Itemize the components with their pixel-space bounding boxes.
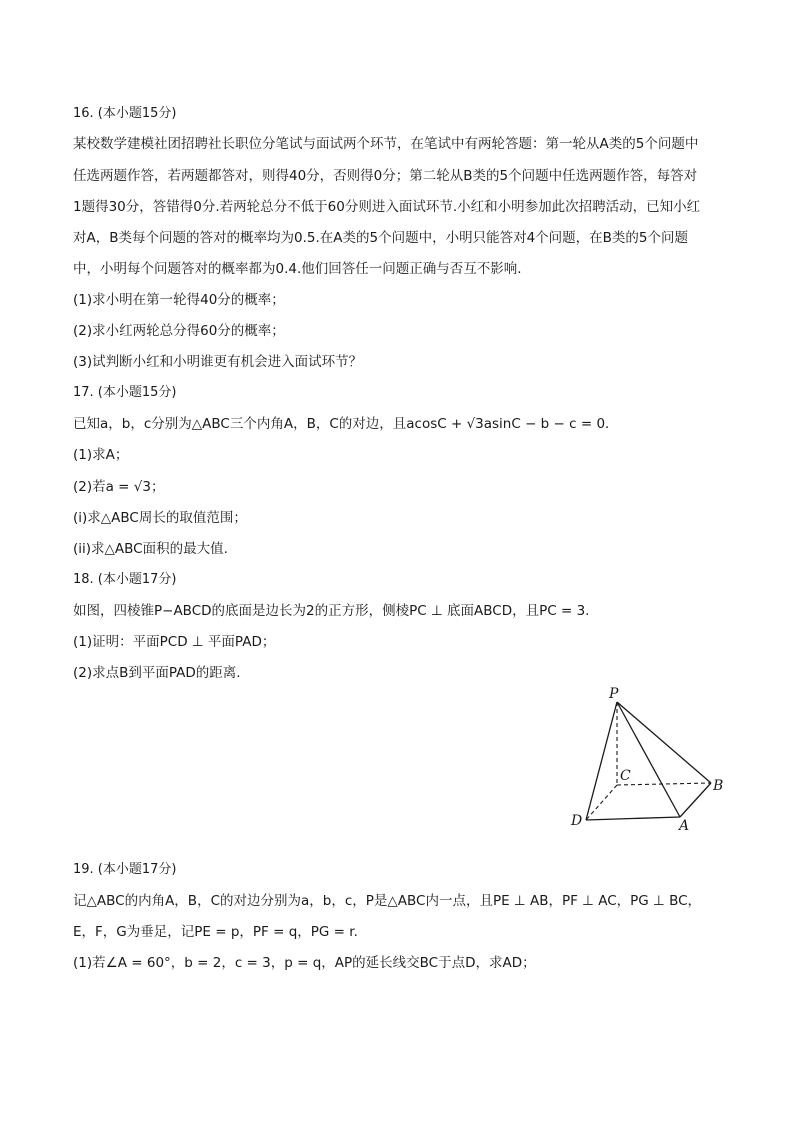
problem-17-header: 17. (本小题15分): [73, 385, 177, 400]
problem-19-text-line-2: E，F，G为垂足，记PE = p，PF = q，PG = r.: [73, 924, 358, 940]
problem-16-header: 16. (本小题15分): [73, 106, 177, 121]
problem-17-question-2: (2)若a = √3；: [73, 479, 165, 495]
problem-18-question-2: (2)求点B到平面PAD的距离.: [73, 665, 241, 681]
vertex-label-A: A: [679, 818, 690, 834]
problem-17-question-1: (1)求A；: [73, 447, 129, 463]
problem-16-text-line-4: 对A，B类每个问题的答对的概率均为0.5.在A类的5个问题中，小明只能答对4个问题，在B类的5个问题: [73, 230, 689, 246]
problem-18-given: 如图，四棱锥P−ABCD的底面是边长为2的正方形，侧棱PC ⊥ 底面ABCD，且PC = 3.: [73, 603, 590, 619]
problem-16-text-line-3: 1题得30分，答错得0分.若两轮总分不低于60分则进入面试环节.小红和小明参加此次招聘活动，已知小红: [73, 199, 701, 215]
problem-18-header: 18. (本小题17分): [73, 572, 177, 587]
edge-PA: [617, 702, 680, 817]
problem-16-question-3: (3)试判断小红和小明谁更有机会进入面试环节？: [73, 354, 363, 370]
pyramid-figure: [560, 680, 735, 835]
edge-CB-hidden: [617, 783, 711, 785]
problem-17-question-2-ii: (ii)求△ABC面积的最大值.: [73, 541, 228, 557]
vertex-label-D: D: [571, 813, 583, 829]
vertex-label-C: C: [620, 768, 631, 784]
vertex-label-P: P: [609, 686, 619, 702]
problem-18-question-1: (1)证明：平面PCD ⊥ 平面PAD；: [73, 634, 276, 650]
edge-AB: [680, 783, 711, 817]
edge-DA: [586, 817, 680, 820]
problem-17-question-2-i: (i)求△ABC周长的取值范围；: [73, 510, 247, 526]
problem-16-text-line-1: 某校数学建模社团招聘社长职位分笔试与面试两个环节，在笔试中有两轮答题：第一轮从A类的5个问题中: [73, 136, 699, 152]
edge-PB: [617, 702, 711, 783]
problem-19-header: 19. (本小题17分): [73, 862, 177, 877]
problem-16-question-2: (2)求小红两轮总分得60分的概率；: [73, 323, 285, 339]
vertex-label-B: B: [713, 778, 724, 794]
problem-16-question-1: (1)求小明在第一轮得40分的概率；: [73, 292, 285, 308]
problem-19-question-1: (1)若∠A = 60°，b = 2，c = 3，p = q，AP的延长线交BC于点D，求AD；: [73, 955, 536, 971]
problem-16-text-line-2: 任选两题作答，若两题都答对，则得40分，否则得0分；第二轮从B类的5个问题中任选两题作答，每答对: [73, 168, 698, 184]
problem-19-text-line-1: 记△ABC的内角A，B，C的对边分别为a，b，c，P是△ABC内一点，且PE ⊥ AB，PF ⊥ AC，PG ⊥ BC，: [73, 893, 702, 909]
problem-17-given: 已知a，b，c分别为△ABC三个内角A，B，C的对边，且acosC + √3asinC − b − c = 0.: [73, 416, 610, 432]
problem-16-text-line-5: 中，小明每个问题答对的概率都为0.4.他们回答任一问题正确与否互不影响.: [73, 261, 522, 277]
